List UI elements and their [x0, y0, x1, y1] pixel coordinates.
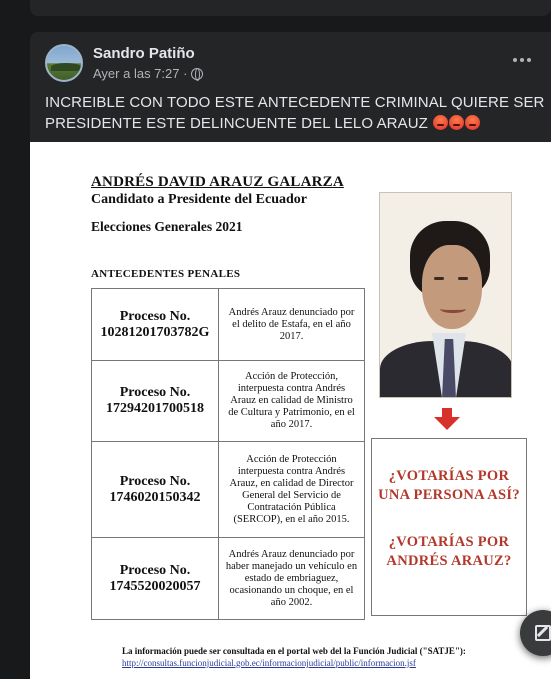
source-link[interactable]: http://consultas.funcionjudicial.gob.ec/informacionjudicial/public/informacion.jsf: [122, 658, 416, 668]
cases-table: [91, 288, 365, 620]
previous-post-card: [30, 0, 551, 16]
feed-post: [30, 32, 551, 679]
case-number-cell: Proceso No. 1746020150342: [92, 442, 219, 538]
question-box: [371, 438, 527, 616]
case-number-cell: Proceso No. 17294201700518: [92, 361, 219, 442]
case-description-cell: Andrés Arauz denunciado por el delito de Estafa, en el año 2017.: [219, 289, 365, 361]
case-description-cell: Andrés Arauz denunciado por haber manejado un vehículo en estado de embriaguez, ocasionando un choque, en el año 2002.: [219, 538, 365, 620]
post-timestamp[interactable]: Ayer a las 7:27 ·: [93, 66, 188, 81]
avatar[interactable]: [45, 44, 83, 82]
question-1: ¿VOTARÍAS POR UNA PERSONA ASÍ?: [378, 468, 520, 503]
post-author-name[interactable]: Sandro Patiño: [93, 45, 195, 62]
angry-face-icon: [449, 115, 464, 130]
candidate-photo: [379, 192, 512, 398]
source-note: La información puede ser consultada en el portal web del la Función Judicial ("SATJE"):: [122, 646, 466, 656]
post-text-body: INCREIBLE CON TODO ESTE ANTECEDENTE CRIMINAL QUIERE SER PRESIDENTE ESTE DELINCUENTE DEL LELO ARAUZ: [45, 94, 545, 132]
table-row: [92, 289, 365, 361]
table-row: [92, 442, 365, 538]
angry-face-icon: [465, 115, 480, 130]
post-image[interactable]: [30, 142, 551, 679]
question-2: ¿VOTARÍAS POR ANDRÉS ARAUZ?: [386, 534, 512, 569]
case-number-cell: Proceso No. 1745520020057: [92, 538, 219, 620]
poster-elections: Elecciones Generales 2021: [91, 219, 243, 234]
angry-face-icon: [433, 115, 448, 130]
case-description-cell: Acción de Protección, interpuesta contra Andrés Arauz en calidad de Ministro de Cultura y Patrimonio, en el año 2017.: [219, 361, 365, 442]
post-meta: [93, 66, 203, 81]
poster-candidate-name: ANDRÉS DAVID ARAUZ GALARZA: [91, 174, 344, 190]
table-row: [92, 361, 365, 442]
post-text: [45, 92, 545, 134]
poster-subtitle: Candidato a Presidente del Ecuador: [91, 192, 307, 207]
table-row: [92, 538, 365, 620]
globe-icon: [191, 68, 203, 80]
more-options-button[interactable]: [509, 50, 535, 70]
down-arrow-icon: [434, 408, 460, 430]
case-description-cell: Acción de Protección interpuesta contra Andrés Arauz, en calidad de Director General del Servicio de Contratación Pública (SERCOP), en el año 2015.: [219, 442, 365, 538]
case-number-cell: Proceso No. 10281201703782G: [92, 289, 219, 361]
edit-icon: [535, 625, 551, 641]
poster-section-title: ANTECEDENTES PENALES: [91, 268, 241, 280]
